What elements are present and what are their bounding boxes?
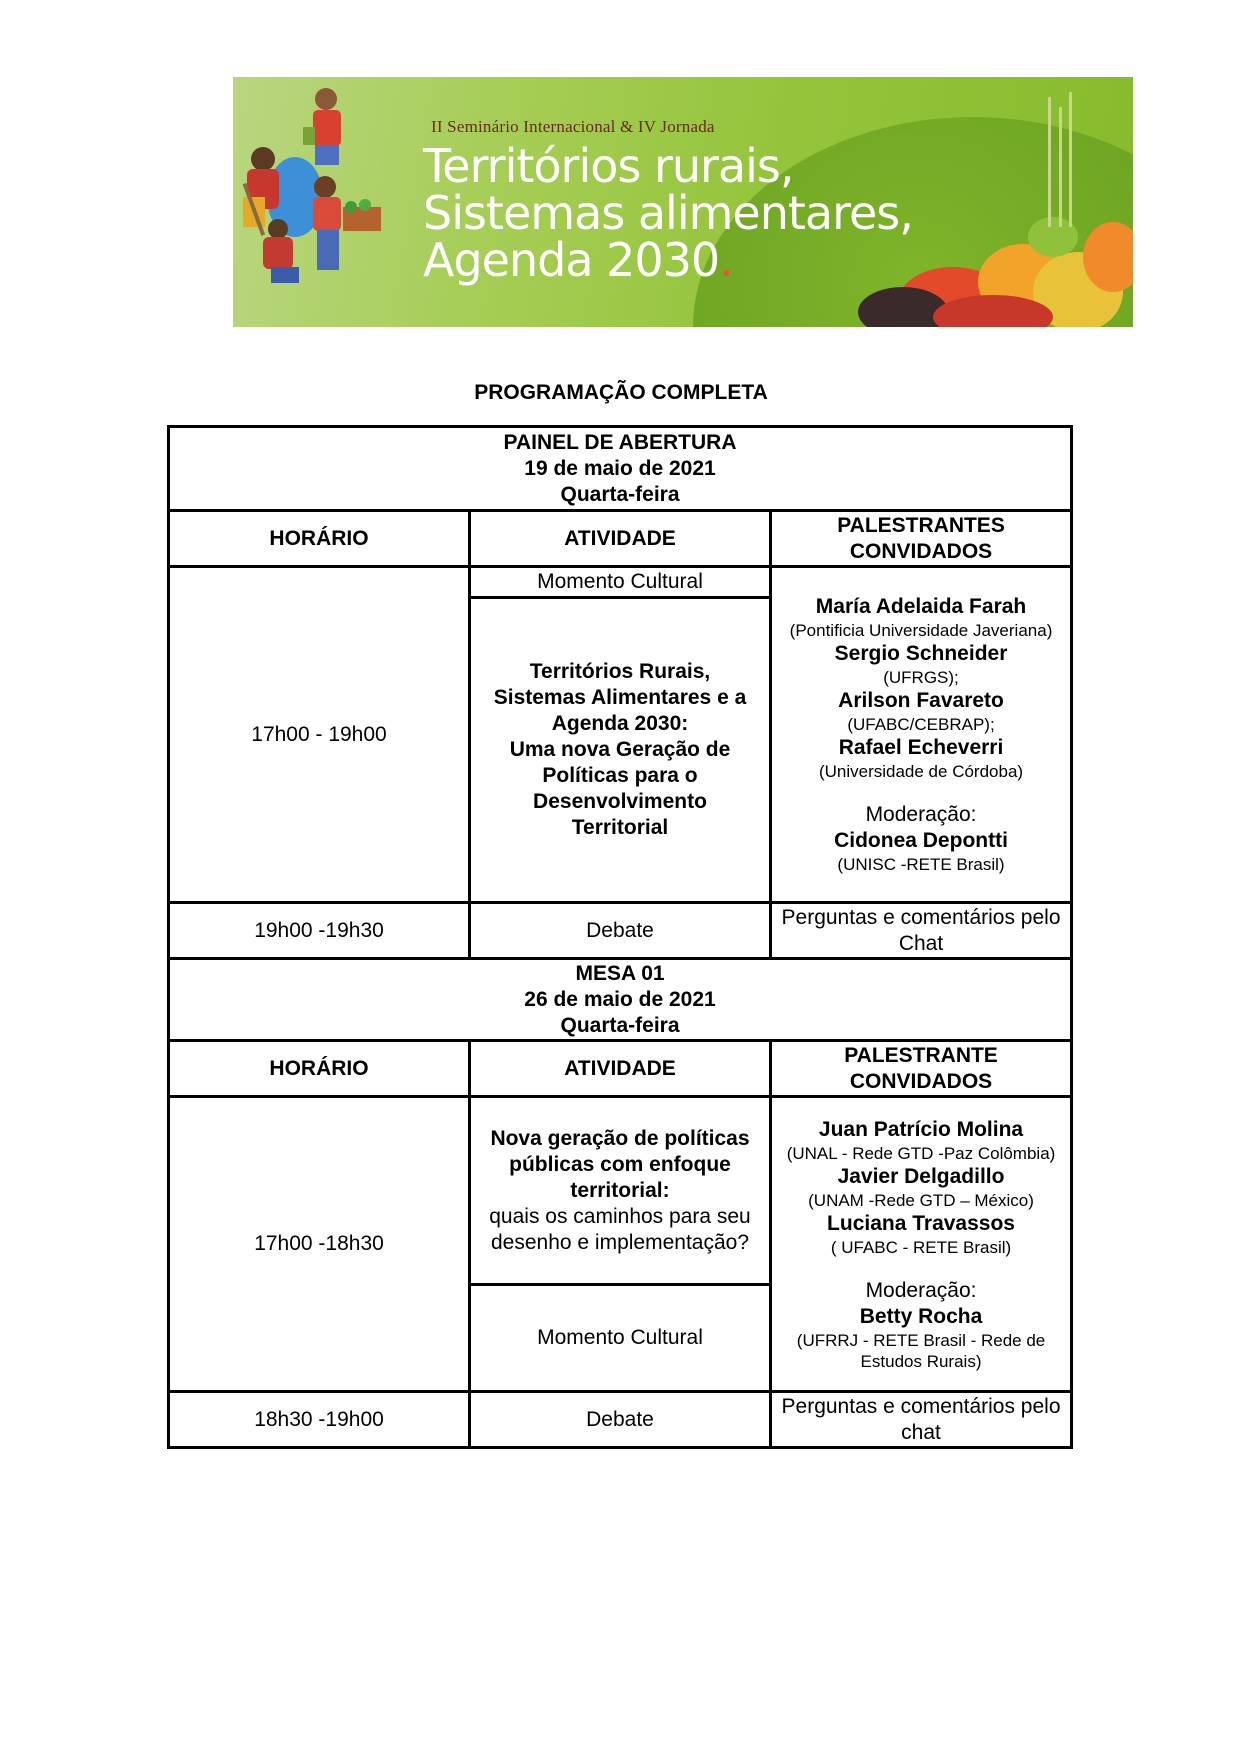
activity-cell: [470, 598, 771, 903]
moderator-name: Cidonea Depontti: [834, 829, 1008, 852]
column-headers-row: [169, 1041, 1072, 1097]
speaker-affiliation: (UFRGS);: [883, 668, 959, 687]
program-title: PROGRAMAÇÃO COMPLETA: [474, 381, 768, 404]
header-time: HORÁRIO: [169, 511, 470, 567]
header-speakers: PALESTRANTES CONVIDADOS: [771, 511, 1072, 567]
event-banner: [233, 77, 1133, 327]
moderator-affiliation: (UFRRJ - RETE Brasil - Rede de Estudos Rurais): [796, 1330, 1046, 1371]
speaker-affiliation: (UNAL - Rede GTD -Paz Colômbia): [786, 1143, 1056, 1163]
speaker-affiliation: (Universidade de Córdoba): [818, 762, 1024, 781]
session-weekday: Quarta-feira: [560, 1013, 680, 1037]
banner-title-line-2: Sistemas alimentares,: [423, 186, 913, 240]
session-title-cell: [169, 959, 1072, 1041]
speaker-name: Sergio Schneider: [834, 642, 1008, 665]
banner-title-line-3: [423, 233, 733, 287]
header-activity: ATIVIDADE: [470, 511, 771, 567]
speaker-affiliation: (UNAM -Rede GTD – México): [808, 1190, 1034, 1210]
activity-line: Territórios Rurais,: [529, 660, 711, 683]
header-activity: ATIVIDADE: [470, 1041, 771, 1097]
activity-line: Políticas para o: [542, 764, 698, 787]
session-weekday: Quarta-feira: [560, 482, 680, 506]
activity-line: Agenda 2030:: [551, 712, 689, 735]
session-header-mesa-01: [169, 959, 1072, 1041]
debate-time-cell: 19h00 -19h30: [169, 903, 470, 959]
header-time: HORÁRIO: [169, 1041, 470, 1097]
header-speakers: PALESTRANTE CONVIDADOS: [771, 1041, 1072, 1097]
cultural-moment-cell: Momento Cultural: [470, 1285, 771, 1392]
speaker-name: Javier Delgadillo: [837, 1164, 1005, 1188]
banner-title-dot: .: [719, 233, 733, 287]
speaker-name: María Adelaida Farah: [815, 595, 1027, 618]
session-header-opening: [169, 427, 1072, 511]
session-title: PAINEL DE ABERTURA: [503, 430, 737, 454]
banner-title-line-3-text: Agenda 2030: [423, 233, 720, 287]
moderation-label: Moderação:: [865, 803, 977, 826]
session-title: MESA 01: [575, 961, 665, 985]
speaker-affiliation: (Pontificia Universidade Javeriana): [789, 621, 1053, 640]
activity-line: Sistemas Alimentares e a: [493, 686, 747, 709]
session-title-cell: [169, 427, 1072, 511]
activity-line: Desenvolvimento: [533, 790, 707, 813]
farmers-illustration-icon: [243, 88, 381, 283]
debate-note-cell: Perguntas e comentários pelo chat: [771, 1392, 1072, 1448]
activity-line: Territorial: [571, 816, 669, 839]
schedule-table: [167, 425, 1073, 1449]
moderation-label: Moderação:: [865, 1278, 977, 1302]
activity-cell: [470, 1097, 771, 1285]
session-date: 26 de maio de 2021: [524, 987, 716, 1011]
activity-description: quais os caminhos para seu desenho e implementação?: [489, 1204, 751, 1254]
speaker-name: Arilson Favareto: [838, 689, 1004, 712]
debate-label-cell: Debate: [470, 1392, 771, 1448]
speaker-affiliation: ( UFABC - RETE Brasil): [830, 1237, 1012, 1257]
table-row: [169, 1392, 1072, 1448]
moderator-affiliation: (UNISC -RETE Brasil): [837, 855, 1005, 874]
speakers-cell: [771, 567, 1072, 903]
speaker-name: Juan Patrício Molina: [818, 1117, 1024, 1141]
cultural-moment-cell: Momento Cultural: [470, 567, 771, 598]
speakers-cell: [771, 1097, 1072, 1392]
table-row: [169, 567, 1072, 598]
time-cell: 17h00 -18h30: [169, 1097, 470, 1392]
activity-title: Nova geração de políticas públicas com enfoque territorial:: [490, 1126, 750, 1202]
debate-time-cell: 18h30 -19h00: [169, 1392, 470, 1448]
speaker-affiliation: (UFABC/CEBRAP);: [847, 715, 995, 734]
banner-title-line-1: Territórios rurais,: [423, 139, 794, 193]
speaker-name: Luciana Travassos: [827, 1211, 1015, 1235]
time-cell: 17h00 - 19h00: [169, 567, 470, 903]
debate-note-cell: Perguntas e comentários pelo Chat: [771, 903, 1072, 959]
moderator-name: Betty Rocha: [859, 1304, 983, 1328]
table-row: [169, 1097, 1072, 1285]
session-date: 19 de maio de 2021: [524, 456, 716, 480]
banner-subtitle: II Seminário Internacional & IV Jornada: [431, 117, 715, 136]
column-headers-row: [169, 511, 1072, 567]
debate-label-cell: Debate: [470, 903, 771, 959]
speaker-name: Rafael Echeverri: [838, 736, 1004, 759]
activity-line: Uma nova Geração de: [509, 738, 731, 761]
table-row: [169, 903, 1072, 959]
